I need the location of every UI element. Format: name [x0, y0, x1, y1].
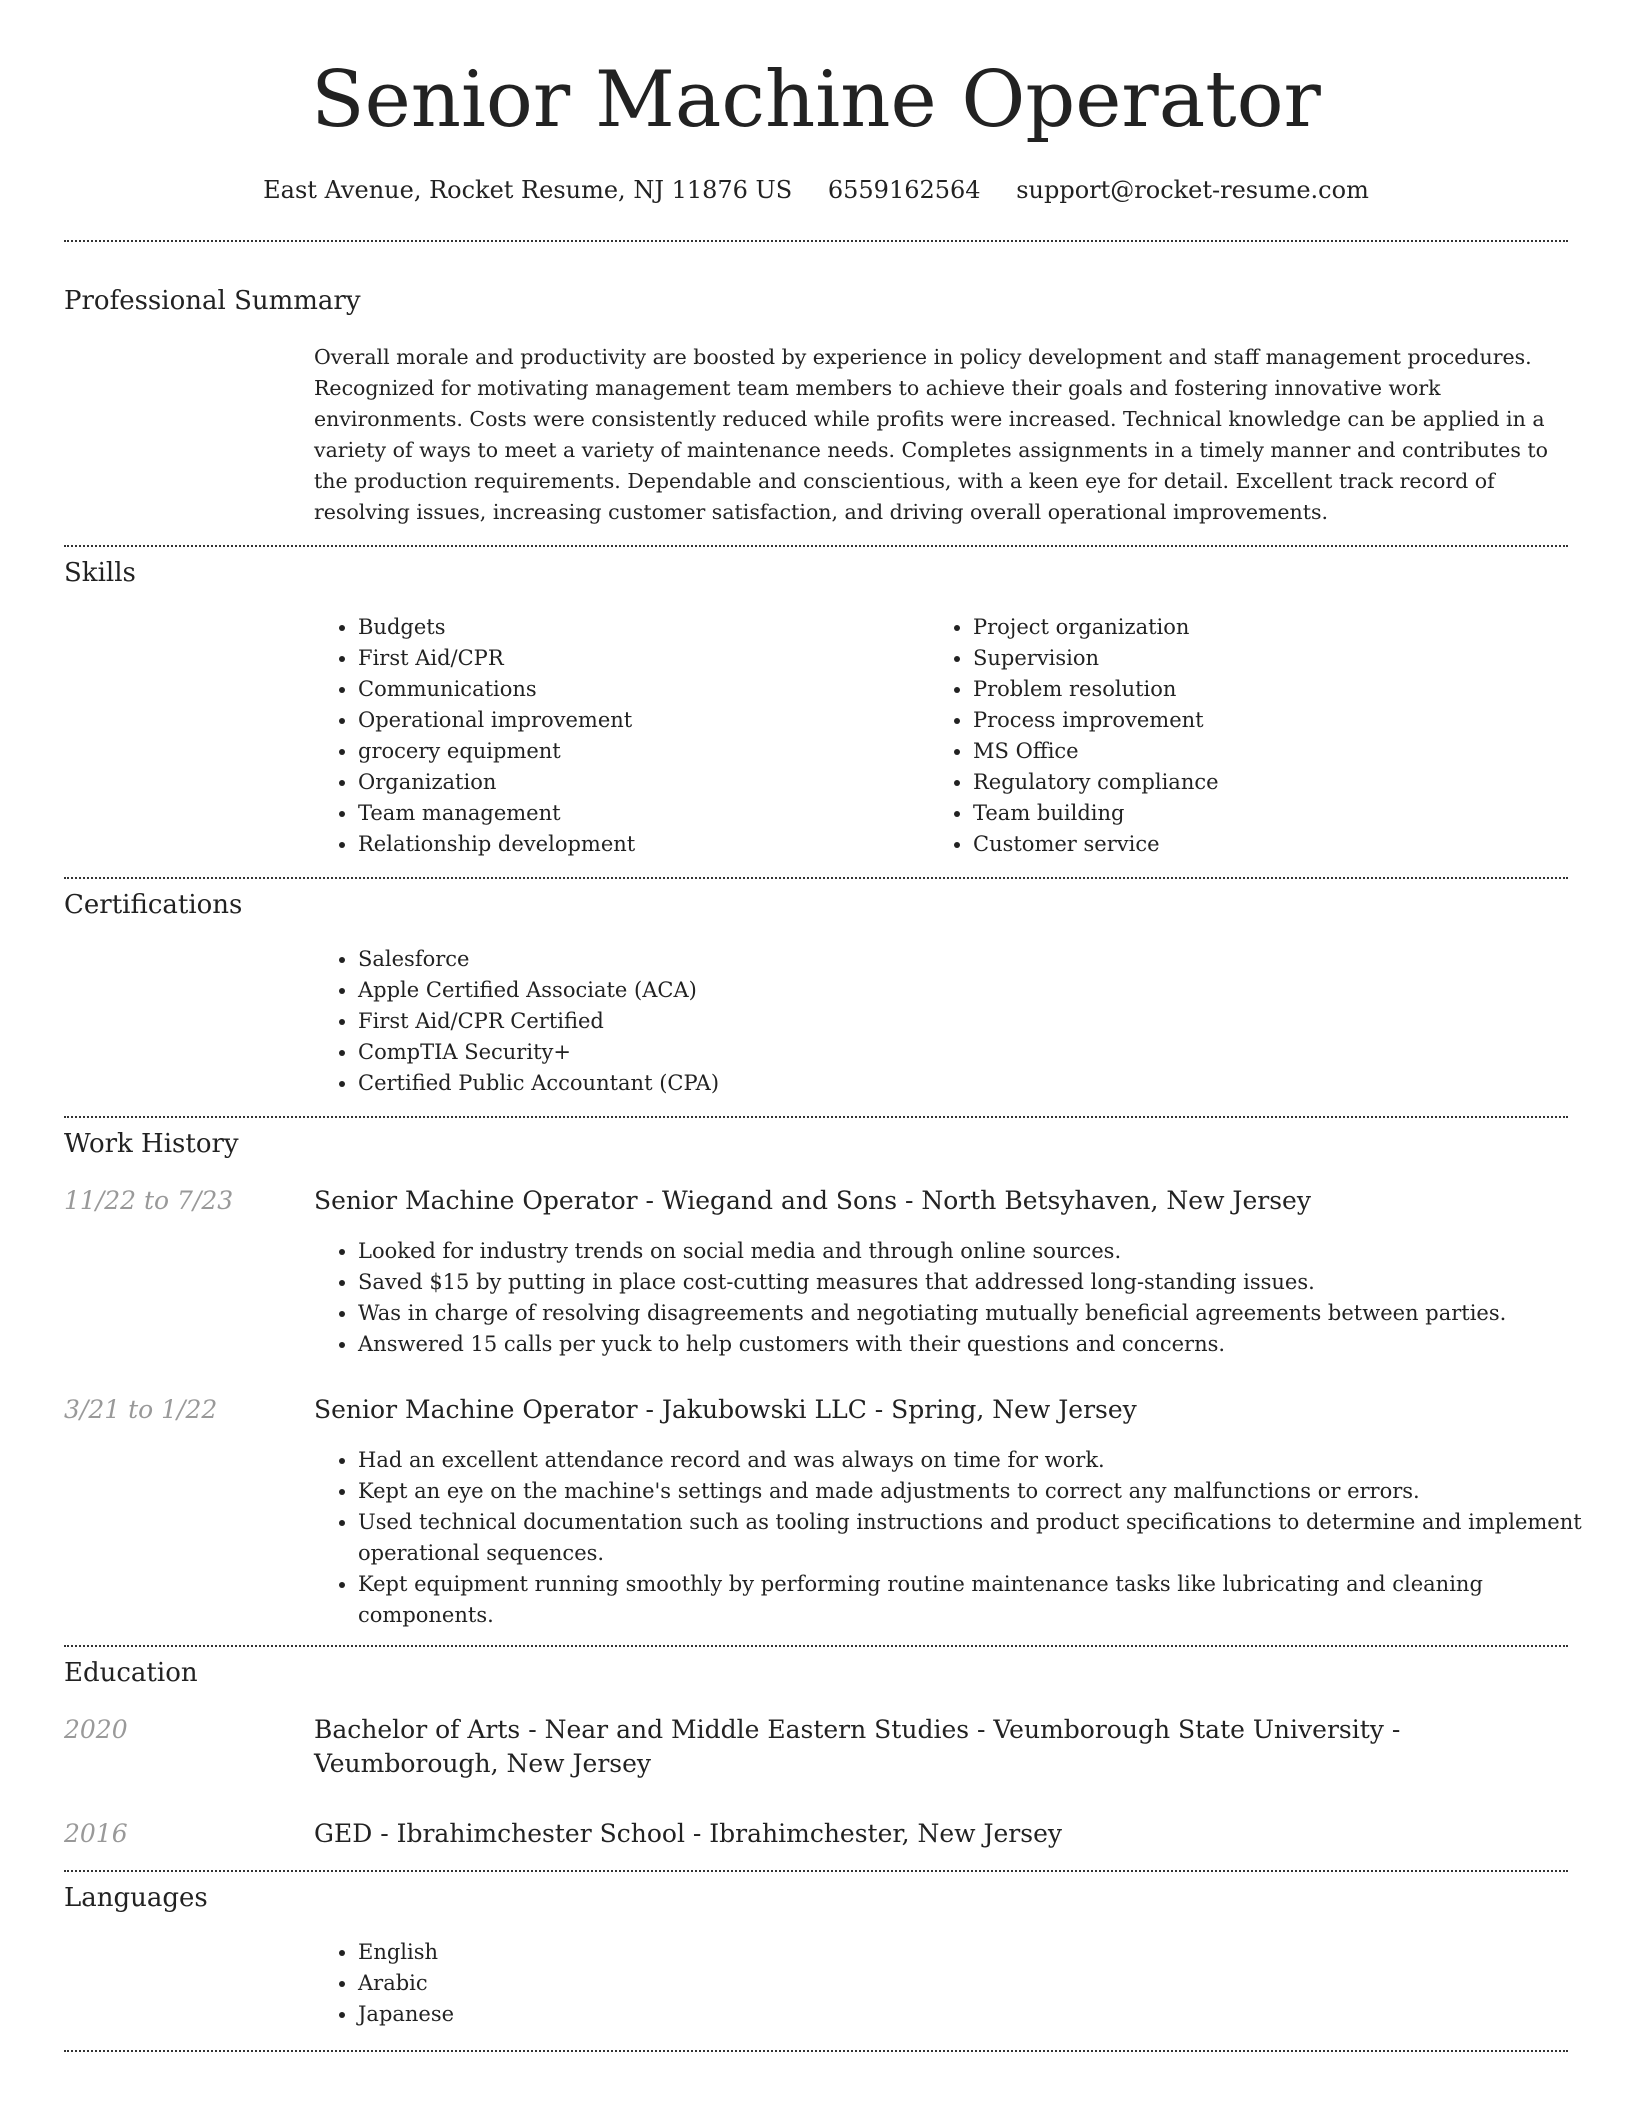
- section-divider: [64, 877, 1568, 879]
- section-title-education: Education: [64, 1658, 198, 1688]
- list-item: • Organization: [358, 767, 918, 798]
- list-item: • Customer service: [973, 829, 1573, 860]
- contact-phone: 6559162564: [827, 176, 981, 204]
- list-item: • Relationship development: [358, 829, 918, 860]
- list-item: • Supervision: [973, 643, 1573, 674]
- section-title-skills: Skills: [64, 558, 136, 588]
- list-item: • English: [358, 1937, 958, 1968]
- list-item: • Communications: [358, 674, 918, 705]
- list-item: • Arabic: [358, 1968, 958, 1999]
- list-item: • Certified Public Accountant (CPA): [358, 1068, 1558, 1099]
- job-dates: 11/22 to 7/23: [64, 1186, 234, 1215]
- job-bullets: [314, 1236, 1612, 1360]
- section-title-certifications: Certifications: [64, 890, 243, 920]
- list-item: • Salesforce: [358, 944, 1558, 975]
- list-item: • Kept equipment running smoothly by performing routine maintenance tasks like lubricating and cleaning components.: [358, 1569, 1612, 1631]
- job-heading: Senior Machine Operator - Jakubowski LLC - Spring, New Jersey: [314, 1395, 1137, 1424]
- education-year: 2020: [64, 1715, 128, 1744]
- certifications-list: [314, 944, 1558, 1099]
- list-item: • Team management: [358, 798, 918, 829]
- list-item: • MS Office: [973, 736, 1573, 767]
- list-item: • grocery equipment: [358, 736, 918, 767]
- section-divider: [64, 1645, 1568, 1647]
- list-item: • Regulatory compliance: [973, 767, 1573, 798]
- list-item: • CompTIA Security+: [358, 1037, 1558, 1068]
- list-item: • Saved $15 by putting in place cost-cutting measures that addressed long-standing issues.: [358, 1267, 1612, 1298]
- list-item: • First Aid/CPR: [358, 643, 918, 674]
- languages-list: [314, 1937, 958, 2030]
- contact-line: [0, 172, 1632, 208]
- list-item: • Project organization: [973, 612, 1573, 643]
- section-divider: [64, 1870, 1568, 1872]
- education-heading: GED - Ibrahimchester School - Ibrahimchester, New Jersey: [314, 1819, 1063, 1848]
- resume-name: Senior Machine Operator: [311, 55, 1321, 145]
- section-title-summary: Professional Summary: [64, 286, 361, 316]
- list-item: • Was in charge of resolving disagreements and negotiating mutually beneficial agreements between parties.: [358, 1298, 1612, 1329]
- list-item: • Looked for industry trends on social media and through online sources.: [358, 1236, 1612, 1267]
- list-item: • First Aid/CPR Certified: [358, 1006, 1558, 1037]
- list-item: • Process improvement: [973, 705, 1573, 736]
- section-title-work-history: Work History: [64, 1129, 239, 1159]
- contact-address: East Avenue, Rocket Resume, NJ 11876 US: [263, 176, 793, 204]
- section-divider: [64, 545, 1568, 547]
- list-item: • Apple Certified Associate (ACA): [358, 975, 1558, 1006]
- job-heading: Senior Machine Operator - Wiegand and Sons - North Betsyhaven, New Jersey: [314, 1186, 1311, 1215]
- list-item: • Team building: [973, 798, 1573, 829]
- education-year: 2016: [64, 1819, 128, 1848]
- list-item: • Operational improvement: [358, 705, 918, 736]
- skills-list-left: [314, 612, 918, 860]
- contact-email: support@rocket-resume.com: [1016, 176, 1369, 204]
- job-dates: 3/21 to 1/22: [64, 1395, 218, 1424]
- skills-list-right: [929, 612, 1573, 860]
- list-item: • Problem resolution: [973, 674, 1573, 705]
- list-item: • Had an excellent attendance record and was always on time for work.: [358, 1445, 1612, 1476]
- section-divider: [64, 240, 1568, 242]
- job-bullets: [314, 1445, 1612, 1631]
- section-title-languages: Languages: [64, 1883, 208, 1913]
- section-divider: [64, 2050, 1568, 2052]
- list-item: • Japanese: [358, 1999, 958, 2030]
- summary-text: Overall morale and productivity are boosted by experience in policy development and staff management procedures. Recognized for motivating management team members to achieve their goals and fostering innovative work environments. Costs were consistently reduced while profits were increased. Technical knowledge can be applied in a variety of ways to meet a variety of maintenance needs. Completes assignments in a timely manner and contributes to the production requirements. Dependable and conscientious, with a keen eye for detail. Excellent track record of resolving issues, increasing customer satisfaction, and driving overall operational improvements.: [314, 345, 1548, 524]
- section-divider: [64, 1116, 1568, 1118]
- list-item: • Answered 15 calls per yuck to help customers with their questions and concerns.: [358, 1329, 1612, 1360]
- list-item: • Budgets: [358, 612, 918, 643]
- education-heading: Bachelor of Arts - Near and Middle Eastern Studies - Veumborough State University - Veumborough, New Jersey: [314, 1715, 1401, 1778]
- list-item: • Used technical documentation such as tooling instructions and product specifications to determine and implement operational sequences.: [358, 1507, 1612, 1569]
- list-item: • Kept an eye on the machine's settings and made adjustments to correct any malfunctions or errors.: [358, 1476, 1612, 1507]
